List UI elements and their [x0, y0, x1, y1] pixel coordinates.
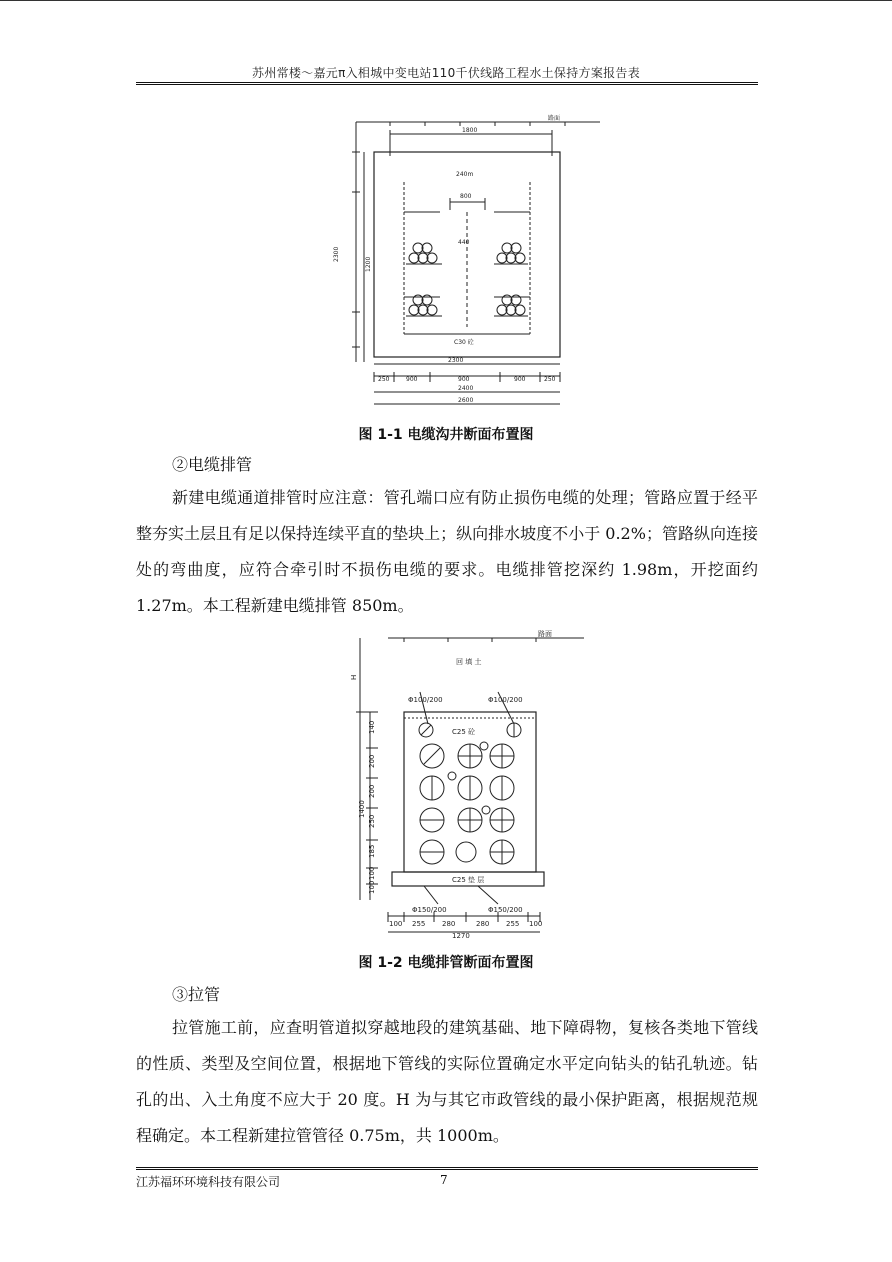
ground-mark: 路面 — [548, 115, 561, 122]
concrete-label: C25 砼 — [452, 728, 476, 736]
pipe-label-b: Φ100/200 — [488, 696, 523, 704]
footer-company: 江苏福环环境科技有限公司 — [136, 1175, 281, 1189]
figure-cable-duct-section — [348, 628, 588, 938]
dim-top-depth: H — [350, 674, 358, 680]
section2-heading: ②电缆排管 — [172, 455, 253, 474]
dim-h1: 100 — [389, 920, 403, 928]
figure2-caption: 图 1-2 电缆排管断面布置图 — [358, 955, 534, 971]
dim-bottom-a: 2300 — [448, 357, 464, 364]
header-rule-double — [136, 84, 758, 85]
dim-v-total: 1400 — [358, 800, 366, 818]
dim-label-center: 240m — [456, 171, 474, 178]
base-pipe-b: Φ150/200 — [488, 906, 523, 914]
footer-rule — [136, 1167, 758, 1168]
dim-v-total: 2300 — [333, 246, 340, 262]
dim-seg-3: 900 — [458, 376, 470, 383]
section2-paragraph: 新建电缆通道排管时应注意：管孔端口应有防止损伤电缆的处理；管路应置于经平整夯实土层且有足以保持连续平直的垫块上；纵向排水坡度不小于 0.2%；管路纵向连接处的弯曲度，应符合牵引时不损伤电缆的要求。电缆排管挖深约 1.98m，开挖面约 1.27m。本工程新建电缆排管 850m。 — [136, 488, 758, 615]
section3-heading: ③拉管 — [172, 985, 221, 1004]
dim-bottom-b: 2400 — [458, 385, 474, 392]
dim-seg-2: 900 — [406, 376, 418, 383]
dim-h-total: 1270 — [452, 932, 470, 938]
pipe-label-a: Φ100/200 — [408, 696, 443, 704]
dim-v5: 185 — [368, 844, 376, 858]
dim-inner-top: 800 — [460, 193, 472, 200]
backfill-label: 回 填 土 — [456, 658, 482, 666]
dim-h6: 100 — [529, 920, 543, 928]
figure1-caption: 图 1-1 电缆沟井断面布置图 — [358, 427, 534, 443]
base-label: C25 垫 层 — [452, 876, 485, 884]
footer-rule-double — [136, 1169, 758, 1170]
floor-label: C30 砼 — [454, 339, 474, 346]
dim-h4: 280 — [476, 920, 490, 928]
dim-seg-4: 900 — [514, 376, 526, 383]
base-pipe-a: Φ150/200 — [412, 906, 447, 914]
dim-seg-5: 250 — [544, 376, 556, 383]
dim-top-width: 1800 — [462, 127, 478, 134]
dim-v7: 100 — [368, 880, 376, 894]
dim-v6: 100 — [368, 866, 376, 880]
page-number: 7 — [440, 1173, 448, 1187]
header-rule — [136, 82, 758, 83]
ground-label: 路面 — [538, 630, 552, 638]
top-border — [0, 0, 892, 1]
figure-cable-trench-section — [330, 112, 610, 412]
dim-v3: 200 — [368, 784, 376, 798]
dim-h3: 280 — [442, 920, 456, 928]
dim-v2: 200 — [368, 754, 376, 768]
dim-h2: 255 — [412, 920, 426, 928]
page-header: 苏州常楼～嘉元π入相城中变电站110千伏线路工程水土保持方案报告表 — [251, 66, 641, 80]
dim-center-gap: 440 — [458, 239, 470, 246]
dim-h5: 255 — [506, 920, 520, 928]
section3-paragraph: 拉管施工前，应查明管道拟穿越地段的建筑基础、地下障碍物，复核各类地下管线的性质、类型及空间位置，根据地下管线的实际位置确定水平定向钻头的钻孔轨迹。钻孔的出、入土角度不应大于 20 度。H 为与其它市政管线的最小保护距离，根据规范规程确定。本工程新建拉管管径 0.75m，共 1000m。 — [136, 1018, 758, 1145]
dim-seg-1: 250 — [378, 376, 390, 383]
dim-v1: 140 — [368, 720, 376, 734]
dim-v4: 250 — [368, 814, 376, 828]
dim-bottom-c: 2600 — [458, 397, 474, 404]
dim-v-mid: 1200 — [365, 256, 372, 272]
